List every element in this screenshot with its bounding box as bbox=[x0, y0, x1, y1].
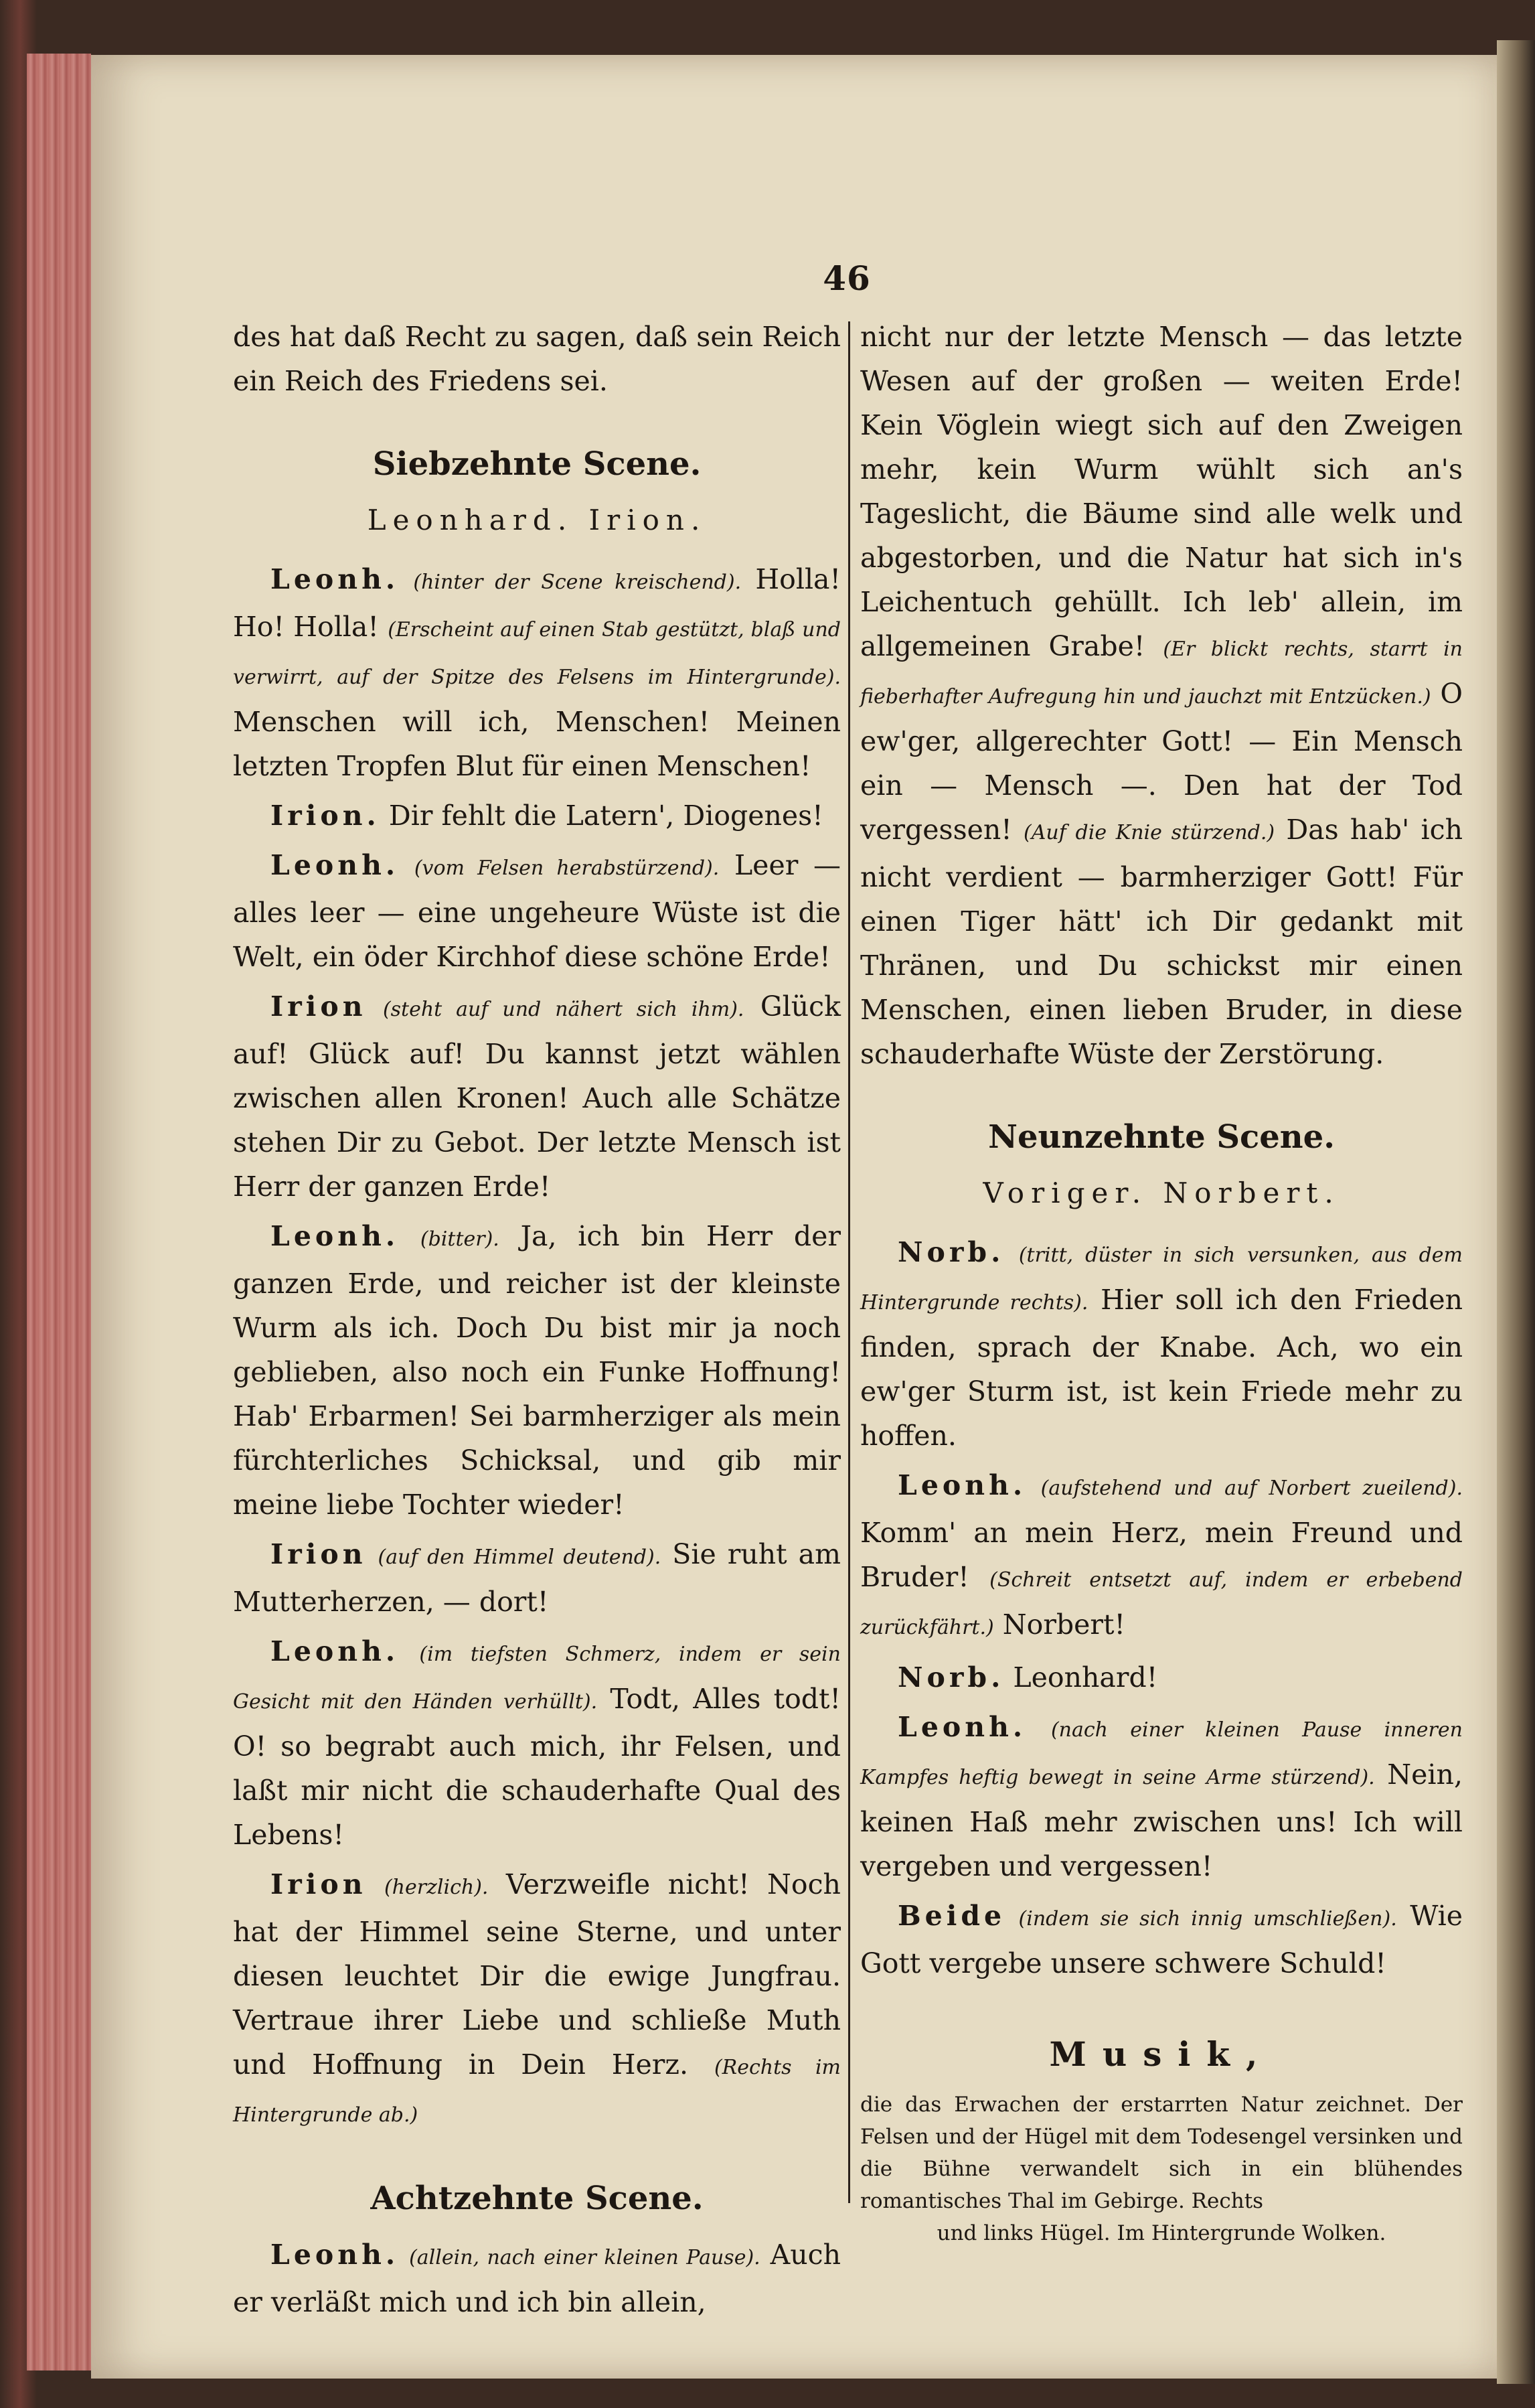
stage-direction: (hinter der Scene kreischend). bbox=[413, 571, 742, 594]
stage-direction: (Erscheint auf einen Stab gestützt, blaß und verwirrt, auf der Spitze des Felsens im Hintergrunde). bbox=[233, 618, 841, 689]
dialogue-text: Hier soll ich den Frieden finden, sprach der Knabe. Ach, wo ein ew'ger Sturm ist, ist kein Friede mehr zu hoffen. bbox=[860, 1284, 1463, 1452]
speaker-name: Irion bbox=[270, 1868, 367, 1900]
speaker-name: Irion bbox=[270, 1538, 367, 1570]
dialogue-paragraph bbox=[233, 1214, 841, 1527]
stage-direction: (Schreit entsetzt auf, indem er erbebend zurückfährt.) bbox=[860, 1568, 1463, 1639]
stage-direction: (Rechts im Hintergrunde ab.) bbox=[233, 2056, 841, 2127]
music-heading: Musik, bbox=[1049, 2034, 1274, 2074]
dialogue-paragraph bbox=[860, 1655, 1463, 1700]
dialogue-text: Verzweifle nicht! Noch hat der Himmel seine Sterne, und unter diesen leuchtet Dir die ewige Jungfrau. Vertraue ihrer Liebe und schließe Muth und Hoffnung in Dein Herz. bbox=[233, 1868, 841, 2081]
speaker-name: Norb. bbox=[898, 1661, 1005, 1694]
stage-direction: (Er blickt rechts, starrt in fieberhafter Aufregung hin und jauchzt mit Entzücken.) bbox=[860, 637, 1463, 708]
dialogue-paragraph bbox=[860, 1463, 1463, 1650]
dialogue-text: Nein, keinen Haß mehr zwischen uns! Ich will vergeben und vergessen! bbox=[860, 1758, 1463, 1882]
stage-direction: (Auf die Knie stürzend.) bbox=[1024, 821, 1275, 844]
dialogue-paragraph bbox=[233, 1862, 841, 2137]
dialogue-text: Leer — alles leer — eine ungeheure Wüste ist die Welt, ein öder Kirchhof diese schöne Erde! bbox=[233, 849, 841, 973]
right-column bbox=[860, 315, 1463, 2249]
speaker-name: Leonh. bbox=[898, 1469, 1027, 1501]
dialogue-text: Ja, ich bin Herr der ganzen Erde, und reicher ist der kleinste Wurm als ich. Doch Du bist mir ja noch geblieben, also noch ein Funke Hoffnung! Hab' Erbarmen! Sei barmherziger als mein fürchterliches Schicksal, und gib mir meine liebe Tochter wieder! bbox=[233, 1220, 841, 1521]
scene-heading: Achtzehnte Scene. bbox=[370, 2180, 704, 2217]
dialogue-text: Dir fehlt die Latern', Diogenes! bbox=[388, 800, 823, 832]
dialogue-paragraph bbox=[233, 843, 841, 979]
stage-direction: (indem sie sich innig umschließen). bbox=[1018, 1907, 1397, 1931]
dialogue-paragraph bbox=[233, 1532, 841, 1624]
stage-direction: (vom Felsen herabstürzend). bbox=[414, 856, 720, 880]
speaker-name: Leonh. bbox=[898, 1711, 1027, 1743]
scene-heading: Neunzehnte Scene. bbox=[988, 1118, 1335, 1156]
dialogue-text: Wie Gott vergebe unsere schwere Schuld! bbox=[860, 1900, 1463, 1979]
speaker-name: Norb. bbox=[898, 1236, 1005, 1268]
dialogue-text: Menschen will ich, Menschen! Meinen letzten Tropfen Blut für einen Menschen! bbox=[233, 706, 841, 782]
dialogue-text: Das hab' ich nicht verdient — barmherziger Gott! Für einen Tiger hätt' ich Dir gedankt mit Thränen, und Du schickst mir einen Menschen, einen lieben Bruder, in diese schauderhafte Wüste der Zerstörung. bbox=[860, 814, 1463, 1070]
stage-direction: (nach einer kleinen Pause inneren Kampfes heftig bewegt in seine Arme stürzend). bbox=[860, 1718, 1463, 1789]
speaker-name: Leonh. bbox=[270, 563, 400, 595]
speaker-name: Leonh. bbox=[270, 1635, 400, 1667]
dialogue-paragraph bbox=[860, 1894, 1463, 1985]
dialogue-paragraph bbox=[233, 794, 841, 838]
stage-direction: (aufstehend und auf Norbert zueilend). bbox=[1040, 1477, 1463, 1500]
speaker-name: Leonh. bbox=[270, 849, 400, 881]
stage-direction: (allein, nach einer kleinen Pause). bbox=[409, 2246, 760, 2269]
dialogue-paragraph bbox=[233, 2233, 841, 2324]
page-number: 46 bbox=[823, 258, 871, 298]
dialogue-text: Glück auf! Glück auf! Du kannst jetzt wählen zwischen allen Kronen! Auch alle Schätze stehen Dir zu Gebot. Der letzte Mensch ist Herr der ganzen Erde! bbox=[233, 990, 841, 1203]
dialogue-paragraph bbox=[860, 1230, 1463, 1458]
paragraph: des hat daß Recht zu sagen, daß sein Reich ein Reich des Friedens sei. bbox=[233, 321, 841, 397]
left-column bbox=[233, 315, 841, 2330]
stage-direction: (steht auf und nähert sich ihm). bbox=[382, 998, 744, 1021]
dialogue-text: Holla! Ho! Holla! bbox=[233, 563, 841, 643]
cast-list: Leonhard. Irion. bbox=[367, 504, 707, 536]
page-edges-left bbox=[27, 54, 91, 2371]
speaker-name: Beide bbox=[898, 1900, 1006, 1932]
cast-list: Voriger. Norbert. bbox=[983, 1177, 1340, 1209]
speaker-name: Leonh. bbox=[270, 2239, 400, 2271]
dialogue-text: Komm' an mein Herz, mein Freund und Bruder! bbox=[860, 1517, 1463, 1593]
dialogue-paragraph bbox=[233, 557, 841, 788]
dialogue-paragraph bbox=[860, 315, 1463, 1076]
dialogue-text: O ew'ger, allgerechter Gott! — Ein Mensch ein — Mensch —. Den hat der Tod vergessen! bbox=[860, 678, 1463, 846]
dialogue-text: Todt, Alles todt! O! so begrabt auch mich, ihr Felsen, und laßt mir nicht die schauderhafte Qual des Lebens! bbox=[233, 1683, 841, 1851]
dialogue-paragraph bbox=[233, 1629, 841, 1857]
stage-direction: (herzlich). bbox=[384, 1876, 489, 1899]
speaker-name: Leonh. bbox=[270, 1220, 400, 1252]
speaker-name: Irion. bbox=[270, 800, 380, 832]
dialogue-paragraph bbox=[233, 984, 841, 1209]
stage-direction: (bitter). bbox=[420, 1227, 499, 1251]
page-edge-right bbox=[1497, 40, 1535, 2384]
stage-direction: (tritt, düster in sich versunken, aus dem Hintergrunde rechts). bbox=[860, 1244, 1463, 1314]
music-description: die das Erwachen der erstarrten Natur zeichnet. Der Felsen und der Hügel mit dem Todesengel versinken und die Bühne verwandelt sich in ein blühendes romantisches Thal im Gebirge. Rechts bbox=[860, 2093, 1463, 2213]
stage-direction: (im tiefsten Schmerz, indem er sein Gesicht mit den Händen verhüllt). bbox=[233, 1643, 841, 1714]
stage-direction: (auf den Himmel deutend). bbox=[378, 1546, 661, 1569]
dialogue-text: nicht nur der letzte Mensch — das letzte Wesen auf der großen — weiten Erde! Kein Vöglein wiegt sich auf den Zweigen mehr, kein Wurm wühlt sich an's Tageslicht, die Bäume sind alle welk und abgestorben, und die Natur hat sich in's Leichentuch gehüllt. Ich leb' allein, im allgemeinen Grabe! bbox=[860, 321, 1463, 662]
column-divider bbox=[848, 321, 850, 2203]
dialogue-text: Leonhard! bbox=[1013, 1661, 1158, 1694]
dialogue-text: Norbert! bbox=[1002, 1608, 1125, 1641]
dialogue-paragraph bbox=[860, 1705, 1463, 1888]
speaker-name: Irion bbox=[270, 990, 367, 1023]
dialogue-text: Auch er verläßt mich und ich bin allein, bbox=[233, 2239, 841, 2318]
dialogue-text: Sie ruht am Mutterherzen, — dort! bbox=[233, 1538, 841, 1618]
scene-heading: Siebzehnte Scene. bbox=[372, 445, 702, 483]
music-description: und links Hügel. Im Hintergrunde Wolken. bbox=[937, 2221, 1386, 2245]
